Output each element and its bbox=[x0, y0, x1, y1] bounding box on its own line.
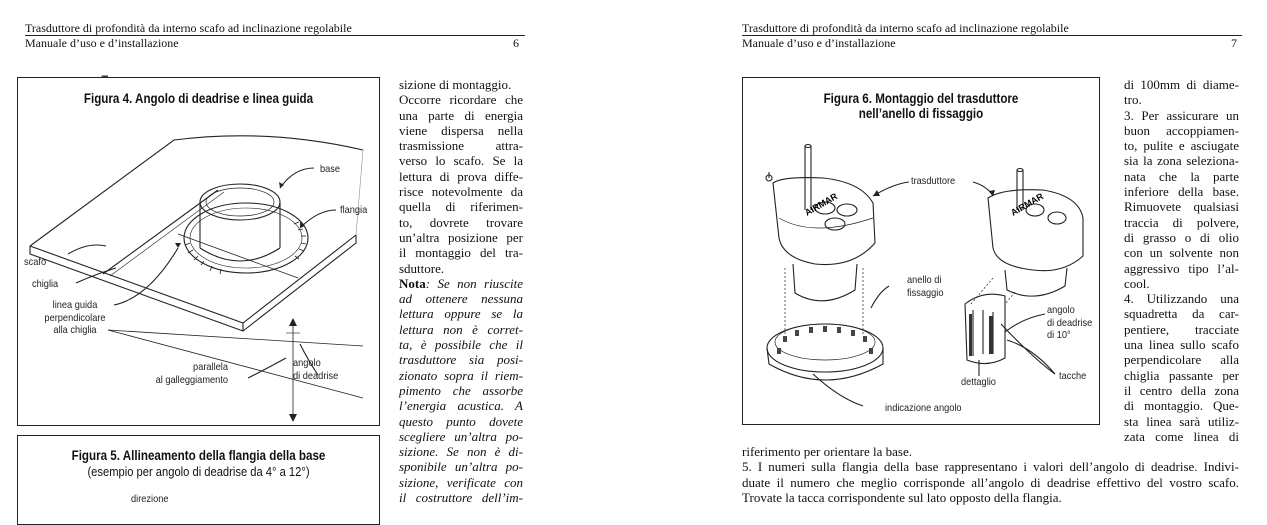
figure-5-title: Figura 5. Allineamento della flangia della base bbox=[71, 448, 326, 463]
label-chiglia: chiglia bbox=[32, 278, 59, 290]
left-column-line: verso lo scafo. Se la bbox=[399, 153, 523, 169]
label-angolo-10: angolo di deadrise di 10° bbox=[1047, 304, 1093, 341]
nota-line bbox=[399, 276, 523, 291]
left-column-italic-line: ad ottenere nessuna bbox=[399, 291, 523, 307]
left-column-line: risce notevolmente da bbox=[399, 184, 523, 200]
right-page-number: 7 bbox=[1231, 36, 1237, 50]
figure-6-title-line1: Figura 6. Montaggio del trasduttore bbox=[823, 91, 1019, 106]
left-column-italic-text bbox=[399, 291, 523, 505]
left-column-line: Occorre ricordare che bbox=[399, 92, 523, 108]
right-column-line: perpendicolare alla bbox=[1124, 352, 1239, 368]
right-column-line: sta linea sarà utiliz- bbox=[1124, 413, 1239, 429]
label-trasduttore: trasduttore bbox=[911, 175, 956, 187]
left-column-italic-line: questo punto dovete bbox=[399, 413, 523, 429]
left-column-line: sduttore. bbox=[399, 260, 445, 276]
right-column-line: traccia di polvere, bbox=[1124, 214, 1239, 230]
left-column-line: sizione di montaggio. bbox=[399, 77, 512, 92]
figure-6-title-line2: nell’anello di fissaggio bbox=[858, 106, 984, 121]
left-column-line: viene dispersa nella bbox=[399, 122, 523, 138]
left-column-italic-line: trasduttore sia posi- bbox=[399, 352, 523, 368]
right-brand-text: AIRMAR bbox=[1009, 191, 1046, 218]
right-column-line: tro. bbox=[1124, 92, 1142, 108]
left-column-line: una parte di energia bbox=[399, 107, 523, 123]
right-column-line: di 100mm di diame- bbox=[1124, 77, 1239, 92]
left-column-italic-line: il costruttore dell’im- bbox=[399, 490, 523, 506]
label-flangia: flangia bbox=[340, 204, 368, 216]
right-bottom-line: 5. I numeri sulla flangia della base rappresentano i valori dell’angolo di deadrise. Indivi- bbox=[742, 459, 1239, 475]
left-column-line: un’altra posizione per bbox=[399, 229, 523, 245]
right-column-line: pentiere, tracciate bbox=[1124, 321, 1239, 337]
right-bottom-line: riferimento per orientare la base. bbox=[742, 444, 912, 459]
left-column-line: trasmissione attra- bbox=[399, 138, 523, 154]
right-header-title: Trasduttore di profondità da interno scafo ad inclinazione regolabile bbox=[742, 21, 1069, 35]
label-direzione: direzione bbox=[131, 493, 169, 505]
label-angolo-deadrise: angolo di deadrise bbox=[293, 357, 339, 382]
figure-4-title: Figura 4. Angolo di deadrise e linea guida bbox=[83, 91, 314, 106]
left-column-normal-text bbox=[399, 77, 523, 276]
right-column-line: inferiore della base. bbox=[1124, 184, 1239, 200]
left-brand-text: AIRMAR bbox=[803, 191, 840, 218]
left-column-line: lettura di prova diffe- bbox=[399, 168, 523, 184]
label-indicazione-angolo: indicazione angolo bbox=[885, 402, 962, 414]
figure-6 bbox=[742, 77, 1100, 425]
left-column-line: il montaggio del tra- bbox=[399, 245, 523, 261]
right-column-line: Rimuovete qualsiasi bbox=[1124, 199, 1239, 215]
label-anello-fissaggio: anello di fissaggio bbox=[907, 274, 944, 299]
right-column-line: di montaggio. Que- bbox=[1124, 398, 1239, 414]
left-column-line: to, dovrete trovare bbox=[399, 214, 523, 230]
left-header-title: Trasduttore di profondità da interno scafo ad inclinazione regolabile bbox=[25, 21, 352, 35]
right-column-line: cool. bbox=[1124, 275, 1150, 291]
left-column-italic-line: sizione. Se non è di- bbox=[399, 444, 523, 460]
right-bottom-line: Trovate la tacca corrispondente sul lato opposto della flangia. bbox=[742, 489, 1062, 505]
left-column-italic-line: lettura non è corret- bbox=[399, 321, 523, 337]
label-dettaglio: dettaglio bbox=[961, 376, 996, 388]
right-column-line: aggressivo tipo l’al- bbox=[1124, 260, 1239, 276]
left-header-subtitle: Manuale d’uso e d’installazione bbox=[25, 36, 179, 50]
right-bottom-text bbox=[742, 444, 1239, 505]
right-bottom-line: duate il numero che meglio corrisponde all’angolo di deadrise effettivo del vostro scafo. bbox=[742, 474, 1239, 490]
left-column-italic-line: zionato sopra il riem- bbox=[399, 367, 523, 383]
figure-4 bbox=[17, 77, 380, 426]
transducer-drawing bbox=[743, 78, 1100, 425]
left-column-italic-line: pimento che assorbe bbox=[399, 382, 523, 398]
right-column-line: to, pulite e asciugate bbox=[1124, 138, 1239, 154]
right-column-line: con un solvente non bbox=[1124, 245, 1239, 261]
label-parallela: parallela al galleggiamento bbox=[155, 361, 228, 386]
right-column-line: zata come linea di bbox=[1124, 428, 1239, 444]
label-tacche: tacche bbox=[1059, 370, 1087, 382]
right-column-line: il centro della zona bbox=[1124, 382, 1239, 398]
label-scafo: scafo bbox=[24, 256, 47, 268]
right-column-line: chiglia passante per bbox=[1124, 367, 1239, 383]
left-column-italic-line: lettura oppure se la bbox=[399, 306, 523, 322]
left-page-number: 6 bbox=[513, 36, 519, 50]
right-column-line: 4. Utilizzando una bbox=[1124, 291, 1239, 307]
right-text-column bbox=[1124, 77, 1239, 444]
figure-5 bbox=[17, 435, 380, 525]
left-column-italic-line: l’energia acustica. A bbox=[399, 398, 523, 414]
figure-5-subtitle: (esempio per angolo di deadrise da 4° a 12°) bbox=[87, 464, 310, 479]
right-column-line: di grasso o di olio bbox=[1124, 229, 1239, 245]
label-linea-guida: linea guida perpendicolare alla chiglia bbox=[44, 299, 106, 336]
right-column-line: sia la zona seleziona- bbox=[1124, 153, 1239, 169]
left-column-italic-line: sponibile un’altra po- bbox=[399, 459, 523, 475]
left-column-italic-line: ta, è possibile che il bbox=[399, 337, 523, 353]
right-column-line: buon accoppiamen- bbox=[1124, 122, 1239, 138]
left-column-italic-line: scegliere un’altra po- bbox=[399, 428, 523, 444]
right-column-line: una linea sullo scafo bbox=[1124, 337, 1239, 353]
left-column-italic-line: sizione, verificate con bbox=[399, 474, 523, 490]
right-column-line: 3. Per assicurare un bbox=[1124, 107, 1239, 123]
right-header-subtitle: Manuale d’uso e d’installazione bbox=[742, 36, 896, 50]
right-column-line: nata che la parte bbox=[1124, 168, 1239, 184]
label-base: base bbox=[320, 163, 341, 175]
left-column-line: quella di riferimen- bbox=[399, 199, 523, 215]
right-column-line: squadretta da car- bbox=[1124, 306, 1239, 322]
nota-first-line: : Se non riuscite bbox=[425, 275, 523, 291]
nota-label: Nota bbox=[399, 275, 426, 291]
left-text-column bbox=[399, 77, 523, 505]
